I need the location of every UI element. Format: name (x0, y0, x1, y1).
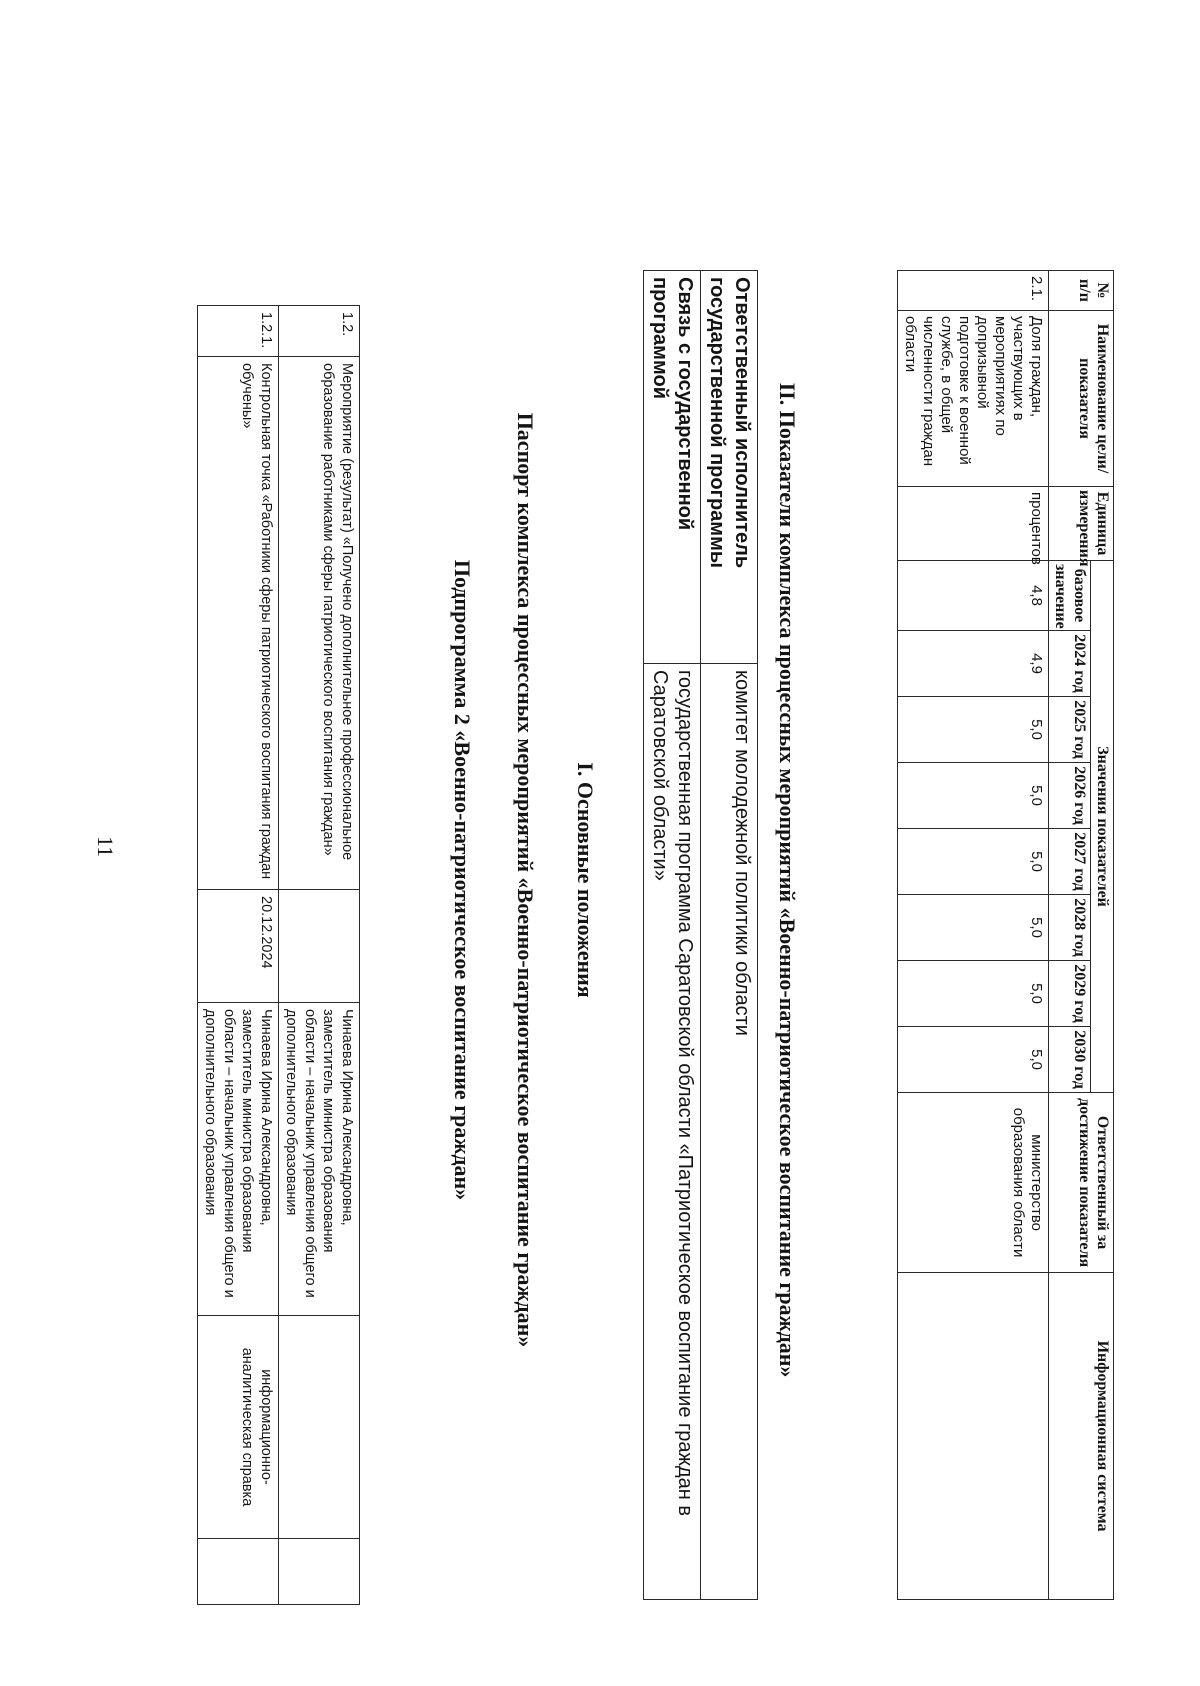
indicator-num: 2.1. (897, 271, 1048, 311)
event-extra (278, 1539, 359, 1605)
table-row (701, 271, 758, 1600)
header-info-system: Информационная система (1048, 1273, 1113, 1600)
event-date (278, 890, 359, 1003)
header-year: 2026 год (1048, 763, 1090, 829)
indicator-value: 5,0 (897, 1027, 1048, 1093)
indicator-value: 4,9 (897, 631, 1048, 697)
indicator-base: 4,8 (897, 561, 1048, 631)
header-responsible: Ответственный за достижение показателя (1048, 1093, 1113, 1273)
header-num: № п/п (1048, 271, 1113, 311)
indicator-unit: процентов (897, 487, 1048, 561)
event-name: Мероприятие (результат) «Получено дополнительное профессиональное образование работниками сферы патриотического воспитания граждан» (278, 357, 359, 890)
provision-value: комитет молодежной политики области (701, 664, 758, 1600)
indicator-name: Доля граждан, участвующих в мероприятиях по допризывной подготовке к военной службе, в общей численности граждан области (897, 311, 1048, 487)
header-name: Наименование цели/показателя (1048, 311, 1113, 487)
table-row (897, 271, 1048, 1600)
indicator-info-system (897, 1273, 1048, 1600)
indicator-value: 5,0 (897, 829, 1048, 895)
event-date: 20.12.2024 (197, 890, 278, 1003)
header-values: Значения показателей (1090, 561, 1113, 1093)
indicators-table (897, 270, 1114, 1600)
event-responsible: Чинаева Ирина Александровна, заместитель министра образования области – начальник управления общего и дополнительного образования (197, 1003, 278, 1316)
header-year: 2027 год (1048, 829, 1090, 895)
event-info: информационно-аналитическая справка (197, 1316, 278, 1539)
rotated-sheet (160, 90, 1120, 1670)
passport-heading: Паспорт комплекса процессных мероприятий «Военно-патриотическое воспитание граждан» (513, 412, 538, 1348)
provisions-table (643, 270, 758, 1600)
header-year: 2024 год (1048, 631, 1090, 697)
event-num: 1.2. (278, 306, 359, 357)
provision-key: Ответственный исполнитель государственной программы (701, 271, 758, 664)
table-row (278, 306, 359, 1605)
provision-key: Связь с государственной программой (644, 271, 701, 664)
section2-heading: II. Показатели комплекса процессных мероприятий «Военно-патриотическое воспитание граждан» (775, 382, 800, 1378)
events-table (197, 305, 360, 1605)
header-unit: Единица измерения (1048, 487, 1113, 561)
indicator-responsible: министерство образования области (897, 1093, 1048, 1273)
header-year: 2025 год (1048, 697, 1090, 763)
section1-heading: I. Основные положения (573, 762, 598, 998)
indicator-value: 5,0 (897, 961, 1048, 1027)
page-number: 11 (93, 836, 118, 858)
header-year: 2028 год (1048, 895, 1090, 961)
header-year: 2030 год (1048, 1027, 1090, 1093)
event-info (278, 1316, 359, 1539)
subprogram-heading: Подпрограмма 2 «Военно-патриотическое воспитание граждан» (450, 559, 475, 1201)
event-responsible: Чинаева Ирина Александровна, заместитель министра образования области – начальник управления общего и дополнительного образования (278, 1003, 359, 1316)
header-row (1090, 271, 1113, 1600)
indicator-value: 5,0 (897, 895, 1048, 961)
header-base: базовое значение (1048, 561, 1090, 631)
event-num: 1.2.1. (197, 306, 278, 357)
indicator-value: 5,0 (897, 697, 1048, 763)
provision-value: государственная программа Саратовской области «Патриотическое воспитание граждан в Саратовской области» (644, 664, 701, 1600)
indicator-value: 5,0 (897, 763, 1048, 829)
event-name: Контрольная точка «Работники сферы патриотического воспитания граждан обучены» (197, 357, 278, 890)
table-row (197, 306, 278, 1605)
header-year: 2029 год (1048, 961, 1090, 1027)
table-row (644, 271, 701, 1600)
event-extra (197, 1539, 278, 1605)
